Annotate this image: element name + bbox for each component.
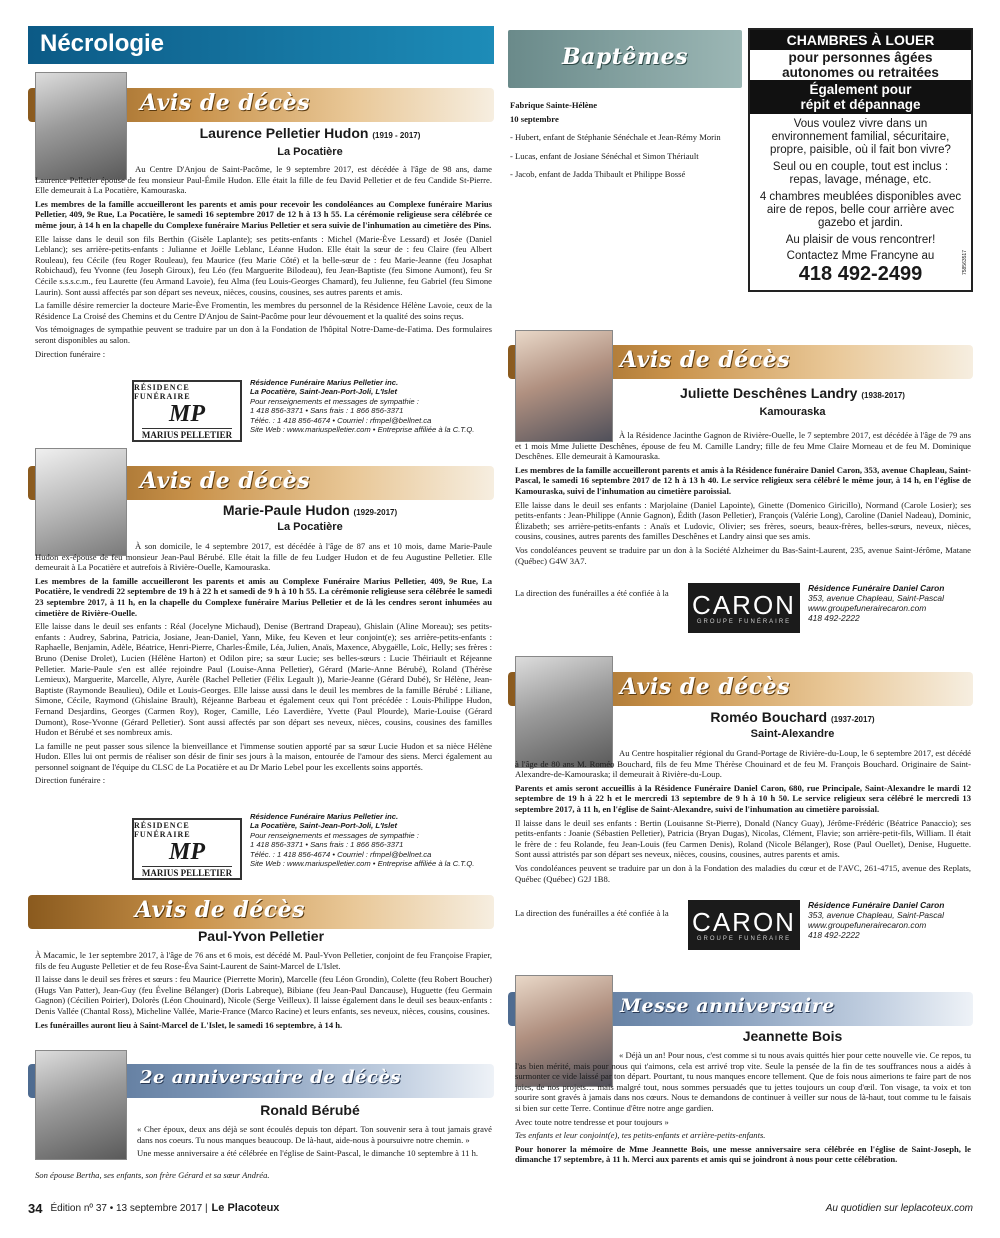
ad-phone: 418 492-2499 <box>798 263 923 285</box>
avis-label: Avis de décès <box>620 674 791 700</box>
obituary-paragraph: Elle laisse dans le deuil son fils Berthin (Gisèle Laplante); ses petits-enfants : Michel (Marie-Ève Lessard) et Josée (Daniel Leblanc); ses arrière-petits-enfants : Julianne et Joëlle Leblanc, Léanne Hudon. Elle était la sœur de : feu Claire (feu Albert Rouleau), feu Cécile (feu Roger Rouleau), feu Maurice (feu Marie Côté) et la belle-sœur de : feu Marie-Jeanne (feu Josaphat Robichaud), feu Yvonne (feu Joseph Giroux), feu Léo (feu Marguerite Bilodeau), feu Jean-Baptiste (feu Simone Aumont), feu Sr Cécile s.s.s.c.m., feu Laurette (feu Armand Lavoie), feu Alma (feu Louis-Georges Chamard), feu Julienne, feu Gabriel (feu Simone Laurin). Sont aussi affectés par son départ ses neveux, nièces, cousins, cousines, ses autres parents et amis. <box>35 233 492 297</box>
obituary-paragraph: À la Résidence Jacinthe Gagnon de Rivière-Ouelle, le 7 septembre 2017, est décédée à l'âge de 79 ans et 1 mois Mme Juliette Deschênes, épouse de feu M. Camille Landry; fille de feu Mme Claire Morneau et de feu M. Dominique Deschênes. Elle demeurait à Kamouraska. <box>515 430 971 462</box>
funeral-direction-label: La direction des funérailles a été confiée à la <box>515 588 669 598</box>
obituary-body <box>515 748 971 887</box>
page-number: 34 <box>28 1200 43 1216</box>
deceased-city: La Pocatière <box>277 146 343 158</box>
anniversary-body <box>515 1050 971 1168</box>
obituary-paragraph: Elle laisse dans le deuil ses enfants : Marjolaine (Daniel Lapointe), Ginette (Domenico Giricillo), Normand (Carole Losier); ses petits-enfants : Jean-Philippe (Annie Gagnon), Édith (Jason Pelletier), François (Valérie Long), Caroline (Daniel Nadeau), Dominic, Élizabeth; ses arrière-petits-enfants : Anaïs et Ludovic, Olivier; ses frères, soeurs, beaux-frères, belles-sœurs, neveux, nièces, cousins, cousines, autres parents des familles Deschênes et Landry ainsi que ses amis. <box>515 499 971 542</box>
baptemes-parish: Fabrique Sainte-Hélène <box>510 100 598 110</box>
avis-label: Avis de décès <box>620 347 791 373</box>
marius-pelletier-logo: RÉSIDENCE FUNÉRAIRE MP MARIUS PELLETIER <box>132 818 242 880</box>
obituary-paragraph: À Macamic, le 1er septembre 2017, à l'âge de 76 ans et 6 mois, est décédé M. Paul-Yvon Pelletier, conjoint de feu Françoise Frapier, fils de feu Auguste Pelletier et de feu Rose-Éva Saint-Laurent de Saint-Marcel de L'Islet. <box>35 950 492 971</box>
obituary-paragraph: Vos condoléances peuvent se traduire par un don à la Fondation des maladies du cœur et de l'AVC, 261-4715, avenue des Replats, Québec (Québec) G2J 1B8. <box>515 862 971 884</box>
funeral-home-info: Résidence Funéraire Marius Pelletier inc. La Pocatière, Saint-Jean-Port-Joli, L'Islet Pour renseignements et messages de sympathie : 1 418 856-3371 • Sans frais : 1 866 856-3371 Téléc. : 1 418 856-4674 • Courriel : rfmpel@bellnet.ca Site Web : www.mariuspelletier.com • Entreprise affiliée à la C.T.Q. <box>250 378 475 435</box>
obituary-paragraph: Elle laisse dans le deuil ses enfants : Réal (Jocelyne Michaud), Denise (Bertrand Drapeau), Ghislain (Aline Moreau); ses petits-enfants : Audrey, Sabrina, Patricia, Josiane, Jean-Daniel, Yann, Mike, feu Keven et leur conjoint(e); ses arrière-petits-enfants : Raphaelle, Benjamin, Adèle, Béatrice, Henri-Pierre, Charles-Émile, Léa, Julien, Anaïs, Maxence, Abygaëlle, Loïc, Helly; ses frères : Bruno (Denise Drolet), Lucien (Hélène Harton) et Odilon pire; sa sœur Lucie; ses belles-sœurs : Lucie Théiriault et Réjeanne Pelletier. Marie-Paule s'en est allée rejoindre Paul (Louise-Anna Pelletier), Gérard (Marie-Anne Bérubé), Roland (Thérèse Lemieux), Marguerite, Marcelle, Alyre, Aurèle (Rachel Pelletier (Félix Legault )), Marie-Jeanne (Gérard Dubé), Sr Hélène, Jean-Baptiste (Raymonde Beaulieu), Odile et Louis-Georges. Elle laisse aussi dans le deuil les membres de la famille Bérubé : Liliane, Simone, Cécile, Raymond (Ghislaine Brault), Réjeanne Barbeau et également ceux qui l'ont précédée : Louis-Philippe Hudon, Fernand Desjardins, Georges (Carmen Roy), Roger, Camille, Léo Laverdière, Yvette (Paul Plourde), Marie-Louise (Gérard Dumont), Rose-Yvonne (Gérard Pelletier). Sont aussi affectés par son départ ses neveux, nièces, cousins, cousines des familles Hudon et Bérubé et ses nombreux amis. <box>35 621 492 738</box>
obituary-body <box>35 950 492 1033</box>
obituary-paragraph: Les membres de la famille accueilleront les parents et amis au Complexe Funéraire Marius Pelletier, 409, 9e Rue, La Pocatière, le vendredi 22 septembre de 19 h à 22 h et samedi de 9 h à 10 h 55. La cérémonie religieuse sera célébrée le samedi 23 septembre 2017, à 11 h, en la chapelle du Complexe funéraire Marius Pelletier et de là les cendres seront inhumées au cimetière de Rivière-Ouelle. <box>35 575 492 618</box>
caron-logo: CARON GROUPE FUNÉRAIRE <box>688 900 800 950</box>
obituary-paragraph: À son domicile, le 4 septembre 2017, est décédée à l'âge de 87 ans et 10 mois, dame Marie-Paule Hudon ex-épouse de feu monsieur Jean-Paul Bérubé. Elle était la fille de feu Ludger Hudon et de feu Augustine Pelletier. Elle demeurait à La Pocatière et autrefois à Rivière-Ouelle, Kamouraska. <box>35 541 492 573</box>
obituary-paragraph: La famille désire remercier la docteure Marie-Ève Fromentin, les membres du personnel de la Résidence Hélène Lavoie, ceux de la Résidence La Croisé des Chemins et du Centre D'Anjou de Saint-Pacôme pour leur dévouement et la qualité des soins reçus. <box>35 300 492 321</box>
baptemes-date: 10 septembre <box>510 113 559 124</box>
obituary-paragraph: Les membres de la famille accueilleront parents et amis à la Résidence funéraire Daniel Caron, 353, avenue Chapleau, Saint-Pascal, le samedi 16 septembre 2017 de 12 h à 13 h 40. Le service religieux sera célébré le même jour, à 14 h, en l'église de Kamouraska, suivi de l'inhumation au cimetière paroissial. <box>515 464 971 496</box>
deceased-name: Juliette Deschênes Landry (1938-2017) <box>680 385 905 401</box>
funeral-home-info: Résidence Funéraire Daniel Caron 353, avenue Chapleau, Saint-Pascal www.groupefunerairecaron.com 418 492-2222 <box>808 583 945 623</box>
obituary-body <box>35 541 492 789</box>
anniversary-paragraph: Pour honorer la mémoire de Mme Jeannette Bois, une messe anniversaire sera célébrée en l'église de Saint-Joseph, le dimanche 17 septembre, à 11 h. Merci aux parents et amis qui se joindront à nous pour cette célébration. <box>515 1143 971 1165</box>
obituary-body <box>35 164 492 362</box>
obituary-paragraph: Parents et amis seront accueillis à la Résidence Funéraire Daniel Caron, 680, rue Principale, Saint-Alexandre le mardi 12 septembre de 19 h à 22 h et le mercredi 13 septembre de 9 h à 10 h 50. Le service religieux sera célébré le mercredi 13 septembre 2017, à 11 h, en l'église de Saint-Alexandre, suivi de l'inhumation au cimetière paroissial. <box>515 782 971 814</box>
anniversary-paragraph: « Cher époux, deux ans déjà se sont écoulés depuis ton départ. Ton souvenir sera à tout jamais gravé dans nos coeurs. Tu nous manques beaucoup. De là-haut, aide-nous à poursuivre notre chemin. » <box>137 1124 492 1145</box>
obituary-paragraph: Au Centre D'Anjou de Saint-Pacôme, le 9 septembre 2017, est décédée à l'âge de 98 ans, dame Laurence Pelletier épouse de feu monsieur Paul-Émile Hudon. Elle était la fille de feu David Pelletier et de feu Candide St-Pierre. Elle demeurait à La Pocatière, Kamouraska. <box>35 164 492 196</box>
rooms-for-rent-ad: CHAMBRES À LOUER pour personnes âgées autonomes ou retraitées Également pour répit et dépannage Vous voulez vivre dans un environnement familial, sécuritaire, propre, paisible, où il fait bon vivre? Seul ou en couple, tout est inclus : repas, lavage, ménage, etc. 4 chambres meublées disponibles avec aire de repos, belle cour arrière avec gazebo et jardin. Au plaisir de vous rencontrer! Contactez Mme Francyne au 418 492-2499 <box>748 28 973 292</box>
deceased-city: La Pocatière <box>277 521 343 533</box>
deceased-name: Roméo Bouchard (1937-2017) <box>710 709 875 725</box>
edition-info: Édition nº 37 • 13 septembre 2017 | <box>50 1202 208 1214</box>
baptemes-item: - Jacob, enfant de Jadda Thibault et Philippe Bossé <box>510 169 686 180</box>
obituary-body <box>515 430 971 569</box>
obituary-paragraph: Les funérailles auront lieu à Saint-Marcel de L'Islet, le samedi 16 septembre, à 14 h. <box>35 1019 343 1030</box>
funeral-home-info: Résidence Funéraire Daniel Caron 353, avenue Chapleau, Saint-Pascal www.groupefunerairecaron.com 418 492-2222 <box>808 900 945 940</box>
anniversary-signature: Son épouse Bertha, ses enfants, son frère Gérard et sa sœur Andréa. <box>35 1170 270 1180</box>
avis-label: Avis de décès <box>140 90 311 116</box>
baptemes-title: Baptêmes <box>561 44 689 70</box>
baptemes-item: - Hubert, enfant de Stéphanie Sénéchale et Jean-Rémy Morin <box>510 132 721 143</box>
funeral-direction-label: Direction funéraire : <box>35 348 106 359</box>
funeral-home-info: Résidence Funéraire Marius Pelletier inc. La Pocatière, Saint-Jean-Port-Joli, L'Islet Pour renseignements et messages de sympathie : 1 418 856-3371 • Sans frais : 1 866 856-3371 Téléc. : 1 418 856-4674 • Courriel : rfmpel@bellnet.ca Site Web : www.mariuspelletier.com • Entreprise affiliée à la C.T.Q. <box>250 812 475 869</box>
anniversary-label: 2e anniversaire de décès <box>140 1067 402 1088</box>
anniversary-label: Messe anniversaire <box>620 995 835 1017</box>
deceased-city: Kamouraska <box>759 406 826 418</box>
deceased-city: Saint-Alexandre <box>750 728 835 740</box>
deceased-name: Marie-Paule Hudon (1929-2017) <box>222 502 398 518</box>
anniversary-paragraph: Avec toute notre tendresse et pour toujours » <box>515 1116 669 1127</box>
caron-logo: CARON GROUPE FUNÉRAIRE <box>688 583 800 633</box>
deceased-name: Jeannette Bois <box>742 1028 843 1044</box>
publication-brand: Le Placoteux <box>211 1202 280 1214</box>
obituary-paragraph: La famille ne peut passer sous silence la bienveillance et l'immense soutien apporté par sa sœur Lucie Hudon et sa nièce Hélène Hudon. Elles lui ont permis de réaliser son désir de finir ses jours à la maison, entourée de l'amour des siens. Merci également au personnel soignant de l'équipe du CLSC de La Pocatière et au Dr Mario Lebel pour les excellents soins apportés. <box>35 740 492 772</box>
funeral-direction-label: Direction funéraire : <box>35 775 106 786</box>
section-title: Nécrologie <box>40 30 165 57</box>
obituary-paragraph: Vos condoléances peuvent se traduire par un don à la Société Alzheimer du Bas-Saint-Laurent, 235, avenue Saint-Jérôme, Matane (Québec) G4W 3A7. <box>515 544 971 566</box>
avis-label: Avis de décès <box>135 897 306 923</box>
obituary-paragraph: Vos témoignages de sympathie peuvent se traduire par un don à la Fondation de l'hôpital Notre-Dame-de-Fatima. Des formulaires seront disponibles au salon. <box>35 324 492 345</box>
portrait-photo <box>35 1050 127 1160</box>
portrait-photo <box>515 330 613 442</box>
deceased-name: Laurence Pelletier Hudon (1919 - 2017) <box>199 125 421 141</box>
page-footer <box>28 1199 973 1217</box>
website-tagline: Au quotidien sur leplacoteux.com <box>825 1202 973 1214</box>
anniversary-signature: Tes enfants et leur conjoint(e), tes petits-enfants et arrière-petits-enfants. <box>515 1130 766 1141</box>
deceased-name: Ronald Bérubé <box>260 1102 360 1118</box>
anniversary-paragraph: « Déjà un an! Pour nous, c'est comme si tu nous avais quittés hier pour cette nouvelle vie. Ce repos, tu l'as bien mérité, mais pour nous qui t'aimons, cela est arrivé trop vite. Seule la pensée de la fin de tes souffrances nous a aidés à surmonter ce vide laissé par ton départ. Pourtant, tu nous manques encore tellement. Que de fois nous aimerions te faire part de nos joies, de nos projets… mais malgré tout, nous sommes persuadés que tu jettes toujours un coup d'œil. Ton visage, ta voix et ton sourire sont gravés à jamais dans nos cœurs. Nous te demandons de continuer à veiller sur nous de là-haut, tout comme tu le faisais si bien sur cette Terre. Continue d'être notre ange gardien. <box>515 1050 971 1113</box>
obituary-paragraph: Il laisse dans le deuil ses enfants : Bertin (Louisanne St-Pierre), Donald (Nancy Guay), Jérôme-Frédéric (Béatrice Panaccio); ses petits-enfants : Joanie (Sébastien Pelletier), Patricia (Bryan Dugas), Nicolas, Clément, Flavie; son arrière-petit-fils, William. Il était le frère de : feu Rolande, feu Jean-Louis (feu Carmen Denis), Roland (Nicole Bélanger), Rose (Paul Ouellet), Denise, Huguette. Sont aussi attristés par son départ ses neveux, nièces, cousins, cousines, autres parents et amis. <box>515 817 971 860</box>
obituary-paragraph: Il laisse dans le deuil ses frères et sœurs : feu Maurice (Pierrette Morin), Marcelle (feu Léon Grondin), Colette (feu Robert Boucher) (Hugs Van Patter), Jean-Guy (feu Éveline Bélanger) (Doris Labreque), Bibiane (feu Jean-Paul Dancause), Huguette (feu Germain Gagnon) (Cécilien Poirier), Dolorès (Léon Chouinard), Nicole (Serge Veilleux). Il laisse également dans le deuil ses beaux-enfants : Denis Vallée (Chantal Ross), Micheline Vallée, Marie-France (Marco Racine) et leurs enfants, ses neveux, nièces, cousins, cousines. <box>35 974 492 1016</box>
deceased-name: Paul-Yvon Pelletier <box>197 928 325 944</box>
baptemes-item: - Lucas, enfant de Josiane Sénéchal et Simon Thériault <box>510 150 699 161</box>
funeral-direction-label: La direction des funérailles a été confiée à la <box>515 908 669 918</box>
avis-label: Avis de décès <box>140 468 311 494</box>
portrait-photo <box>35 448 127 556</box>
marius-pelletier-logo: RÉSIDENCE FUNÉRAIRE MP MARIUS PELLETIER <box>132 380 242 442</box>
anniversary-paragraph: Une messe anniversaire a été célébrée en l'église de Saint-Pascal, le dimanche 10 septembre à 11 h. <box>137 1148 479 1159</box>
ad-headline: CHAMBRES À LOUER <box>750 30 971 50</box>
obituary-paragraph: Les membres de la famille accueilleront les parents et amis pour recevoir les condoléances au Complexe funéraire Marius Pelletier, 409, 9e Rue, La Pocatière, le samedi 16 septembre 2017 de 12 h à 13 h 55. La cérémonie religieuse sera célébrée ce même jour, à 14 h en la chapelle du Complexe funéraire Marius Pelletier et sera suivie de l'inhumation au cimetière des Pins. <box>35 198 492 230</box>
anniversary-body <box>137 1124 492 1162</box>
obituary-paragraph: Au Centre hospitalier régional du Grand-Portage de Rivière-du-Loup, le 6 septembre 2017, est décédé à l'âge de 80 ans M. Roméo Bouchard, fils de feu Mme Thérèse Chouinard et de feu M. François Bouchard. Originaire de Saint-Alexandre-de-Kamouraska; il demeurait à Rivière-du-Loup. <box>515 748 971 780</box>
baptemes-list <box>510 100 742 183</box>
ad-code: 758563517 <box>962 250 968 276</box>
